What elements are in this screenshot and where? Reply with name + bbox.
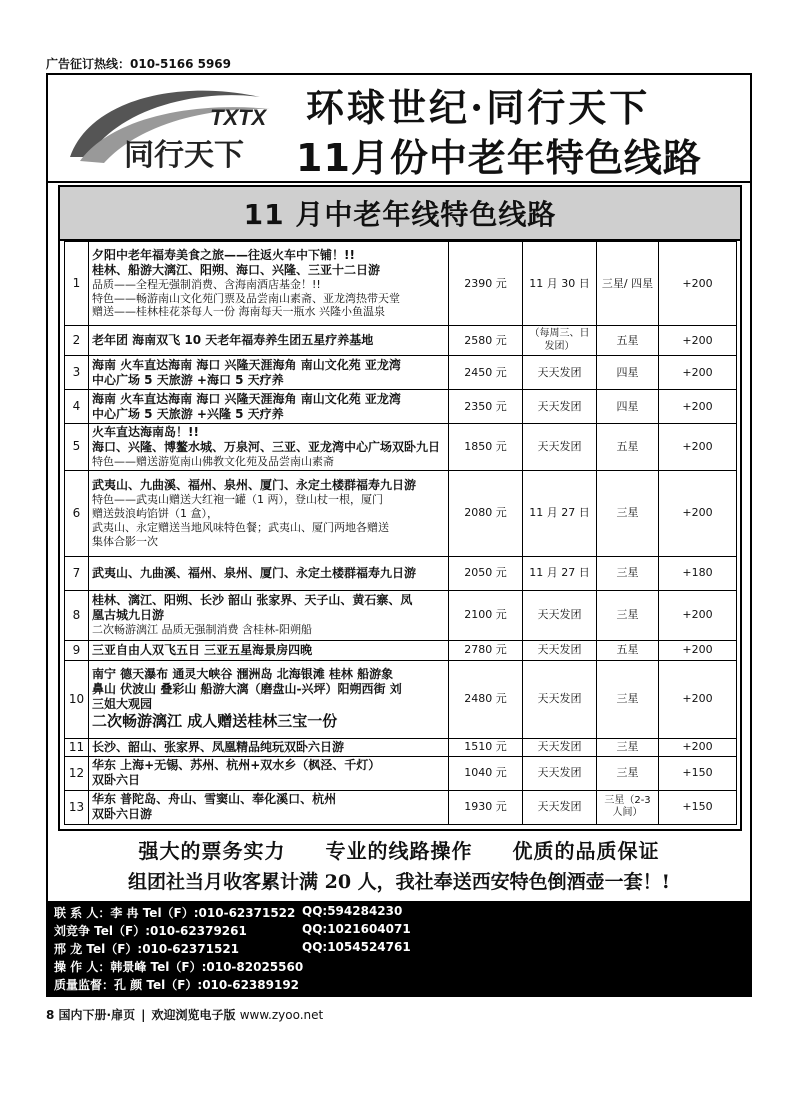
route-line: 老年团 海南双飞 10 天老年福寿养生团五星疗养基地 [92, 333, 374, 347]
route-line: 桂林、漓江、阳朔、长沙 韶山 张家界、天子山、黄石寨、凤 [92, 593, 413, 608]
route-date: 天天发团 [523, 390, 597, 424]
route-price: 1040 元 [449, 756, 523, 790]
route-row [65, 424, 737, 471]
route-surcharge: +200 [659, 640, 737, 660]
route-line: 二次畅游漓江 成人赠送桂林三宝一份 [92, 712, 338, 731]
route-line: 武夷山、九曲溪、福州、泉州、厦门、永定土楼群福寿九日游 [92, 478, 417, 493]
route-line: 三姐大观园 [92, 697, 153, 712]
route-price: 1850 元 [449, 424, 523, 471]
route-surcharge: +180 [659, 556, 737, 590]
route-hotel: 五星 [597, 640, 659, 660]
contact-row [54, 958, 303, 976]
route-line: 海南 火车直达海南 海口 兴隆天涯海角 南山文化苑 亚龙湾 [92, 357, 401, 372]
page-footer: 8 国内下册·扉页 | 欢迎浏览电子版 www.zyoo.net [46, 1008, 324, 1022]
route-price: 2350 元 [449, 390, 523, 424]
route-line: 武夷山、永定赠送当地风味特色餐；武夷山、厦门两地各赠送 [92, 520, 389, 534]
route-surcharge: +200 [659, 356, 737, 390]
logo-brand: TXTX [210, 105, 267, 130]
contact-row [54, 922, 411, 940]
route-number: 12 [65, 756, 89, 790]
route-description [89, 356, 449, 390]
route-number: 10 [65, 660, 89, 738]
route-line: 南宁 德天瀑布 通灵大峡谷 涠洲岛 北海银滩 桂林 船游象 [92, 667, 394, 682]
contacts-box [48, 901, 750, 995]
route-description [89, 756, 449, 790]
route-price: 2100 元 [449, 590, 523, 640]
contact-row [54, 940, 411, 958]
route-row [65, 390, 737, 424]
route-number: 9 [65, 640, 89, 660]
route-row [65, 356, 737, 390]
route-hotel: 三星（2-3 人间） [597, 790, 659, 824]
page-number: 8 [46, 1008, 55, 1022]
route-description [89, 242, 449, 326]
route-row [65, 590, 737, 640]
contact-qq: QQ:1054524761 [302, 940, 411, 954]
route-date: 天天发团 [523, 738, 597, 756]
flyer-frame [46, 73, 752, 997]
route-price: 1510 元 [449, 738, 523, 756]
contact-row [54, 976, 299, 994]
routes-banner: 11 月中老年线特色线路 [60, 187, 740, 241]
route-line: 双卧六日 [92, 773, 141, 788]
route-date: 11 月 27 日 [523, 470, 597, 556]
route-description [89, 660, 449, 738]
route-price: 2050 元 [449, 556, 523, 590]
contact-qq: QQ:1021604071 [302, 922, 411, 936]
route-line: 特色——赠送游览南山佛教文化苑及品尝南山素斋 [92, 455, 334, 468]
route-line: 品质——全程无强制消费、含海南酒店基金！!! [92, 277, 321, 291]
route-hotel: 三星/ 四星 [597, 242, 659, 326]
route-description [89, 556, 449, 590]
route-line: 中心广场 5 天旅游 +海口 5 天疗养 [92, 372, 284, 387]
route-row [65, 242, 737, 326]
route-line: 海口、兴隆、博鳌水城、万泉河、三亚、亚龙湾中心广场双卧九日 [92, 440, 441, 454]
route-line: 夕阳中老年福寿美食之旅——往返火车中下铺！!! [92, 247, 355, 262]
route-hotel: 三星 [597, 470, 659, 556]
route-description [89, 738, 449, 756]
footer-slogan: 欢迎浏览电子版 [151, 1008, 236, 1022]
route-price: 2080 元 [449, 470, 523, 556]
contact-qq: QQ:594284230 [302, 904, 403, 918]
swoosh-logo-icon [60, 79, 310, 175]
slogan: 环球世纪·同行天下 [306, 85, 651, 130]
route-hotel: 三星 [597, 556, 659, 590]
route-row [65, 470, 737, 556]
route-number: 5 [65, 424, 89, 471]
contact-person: 邢 龙 Tel（F）:010-62371521 [54, 942, 240, 956]
promo-line: 组团社当月收客累计满 20 人，我社奉送西安特色倒酒壶一套！! [127, 871, 670, 893]
contact-operator: 操 作 人：韩景峰 Tel（F）:010-82025560 [54, 960, 304, 974]
route-surcharge: +200 [659, 326, 737, 356]
routes-table [64, 241, 737, 825]
route-number: 7 [65, 556, 89, 590]
route-hotel: 三星 [597, 590, 659, 640]
route-line: 赠送鼓浪屿馅饼（1 盒）， [92, 507, 218, 520]
route-hotel: 四星 [597, 390, 659, 424]
route-number: 13 [65, 790, 89, 824]
contact-quality: 质量监督：孔 颜 Tel（F）:010-62389192 [54, 978, 300, 992]
route-surcharge: +150 [659, 756, 737, 790]
contact-person: 联 系 人：李 冉 Tel（F）:010-62371522 [54, 906, 296, 920]
strengths-line [48, 835, 750, 864]
route-surcharge: +200 [659, 470, 737, 556]
route-number: 6 [65, 470, 89, 556]
route-hotel: 三星 [597, 756, 659, 790]
route-line: 双卧六日游 [92, 807, 153, 822]
route-date: 天天发团 [523, 356, 597, 390]
footer-section: 国内下册·扉页 [58, 1008, 136, 1022]
route-hotel: 五星 [597, 326, 659, 356]
notes [48, 835, 750, 894]
ad-hotline: 广告征订热线：010-5166 5969 [46, 57, 232, 71]
routes-panel [58, 185, 742, 831]
route-date: 天天发团 [523, 424, 597, 471]
route-price: 1930 元 [449, 790, 523, 824]
route-line: 桂林、船游大漓江、阳朔、海口、兴隆、三亚十二日游 [92, 262, 381, 277]
route-description [89, 390, 449, 424]
route-description [89, 640, 449, 660]
strength-tickets: 强大的票务实力 [138, 839, 286, 863]
strength-operation: 专业的线路操作 [325, 839, 473, 863]
route-surcharge: +200 [659, 390, 737, 424]
route-row [65, 790, 737, 824]
route-number: 11 [65, 738, 89, 756]
route-number: 1 [65, 242, 89, 326]
route-price: 2450 元 [449, 356, 523, 390]
route-date: 天天发团 [523, 756, 597, 790]
route-line: 长沙、韶山、张家界、凤凰精品纯玩双卧六日游 [92, 739, 345, 754]
route-row [65, 640, 737, 660]
route-row [65, 326, 737, 356]
route-line: 海南 火车直达海南 海口 兴隆天涯海角 南山文化苑 亚龙湾 [92, 391, 401, 406]
route-surcharge: +200 [659, 738, 737, 756]
footer-url: www.zyoo.net [239, 1008, 324, 1022]
route-date: 天天发团 [523, 640, 597, 660]
route-line: 鼻山 伏波山 叠彩山 船游大漓（磨盘山-兴坪）阳朔西街 刘 [92, 682, 402, 697]
route-row [65, 660, 737, 738]
route-date: 天天发团 [523, 790, 597, 824]
route-hotel: 三星 [597, 660, 659, 738]
route-number: 3 [65, 356, 89, 390]
route-price: 2580 元 [449, 326, 523, 356]
route-date: 11 月 30 日 [523, 242, 597, 326]
route-surcharge: +200 [659, 424, 737, 471]
contact-row [54, 904, 403, 922]
route-surcharge: +200 [659, 590, 737, 640]
route-line: 中心广场 5 天旅游 +兴隆 5 天疗养 [92, 406, 284, 421]
route-line: 华东 上海+无锡、苏州、杭州+双水乡（枫泾、千灯） [92, 758, 381, 773]
route-line: 三亚自由人双飞五日 三亚五星海景房四晚 [92, 642, 313, 657]
route-date: 天天发团 [523, 660, 597, 738]
route-line: 特色——武夷山赠送大红袍一罐（1 两），登山杖一根，厦门 [92, 493, 383, 507]
route-price: 2390 元 [449, 242, 523, 326]
route-line: 火车直达海南岛！!! [92, 425, 199, 439]
route-hotel: 五星 [597, 424, 659, 471]
route-date: （每周三、日发团） [523, 326, 597, 356]
headline: 11月份中老年特色线路 [296, 136, 702, 180]
route-description [89, 590, 449, 640]
route-date: 天天发团 [523, 590, 597, 640]
strength-quality: 优质的品质保证 [512, 839, 660, 863]
route-number: 2 [65, 326, 89, 356]
contact-person: 刘竞争 Tel（F）:010-62379261 [54, 924, 247, 938]
route-description [89, 790, 449, 824]
route-line: 二次畅游漓江 品质无强制消费 含桂林-阳朔船 [92, 623, 312, 637]
route-line: 特色——畅游南山文化苑门票及品尝南山素斋、亚龙湾热带天堂 [92, 291, 400, 305]
route-row [65, 556, 737, 590]
route-line: 华东 普陀岛、舟山、雪窦山、奉化溪口、杭州 [92, 792, 337, 807]
route-line: 集体合影一次 [92, 534, 158, 548]
logo-name: 同行天下 [124, 139, 244, 172]
route-number: 8 [65, 590, 89, 640]
route-date: 11 月 27 日 [523, 556, 597, 590]
txtx-logo [60, 79, 310, 175]
route-row [65, 756, 737, 790]
route-surcharge: +200 [659, 242, 737, 326]
route-row [65, 738, 737, 756]
route-description [89, 424, 449, 471]
route-line: 凰古城九日游 [92, 608, 165, 623]
route-hotel: 三星 [597, 738, 659, 756]
route-surcharge: +150 [659, 790, 737, 824]
route-hotel: 四星 [597, 356, 659, 390]
route-surcharge: +200 [659, 660, 737, 738]
route-price: 2780 元 [449, 640, 523, 660]
header [48, 75, 750, 183]
route-description [89, 326, 449, 356]
route-line: 赠送——桂林桂花茶每人一份 海南每天一瓶水 兴隆小鱼温泉 [92, 305, 385, 319]
route-price: 2480 元 [449, 660, 523, 738]
route-number: 4 [65, 390, 89, 424]
route-description [89, 470, 449, 556]
route-line: 武夷山、九曲溪、福州、泉州、厦门、永定土楼群福寿九日游 [92, 565, 417, 580]
